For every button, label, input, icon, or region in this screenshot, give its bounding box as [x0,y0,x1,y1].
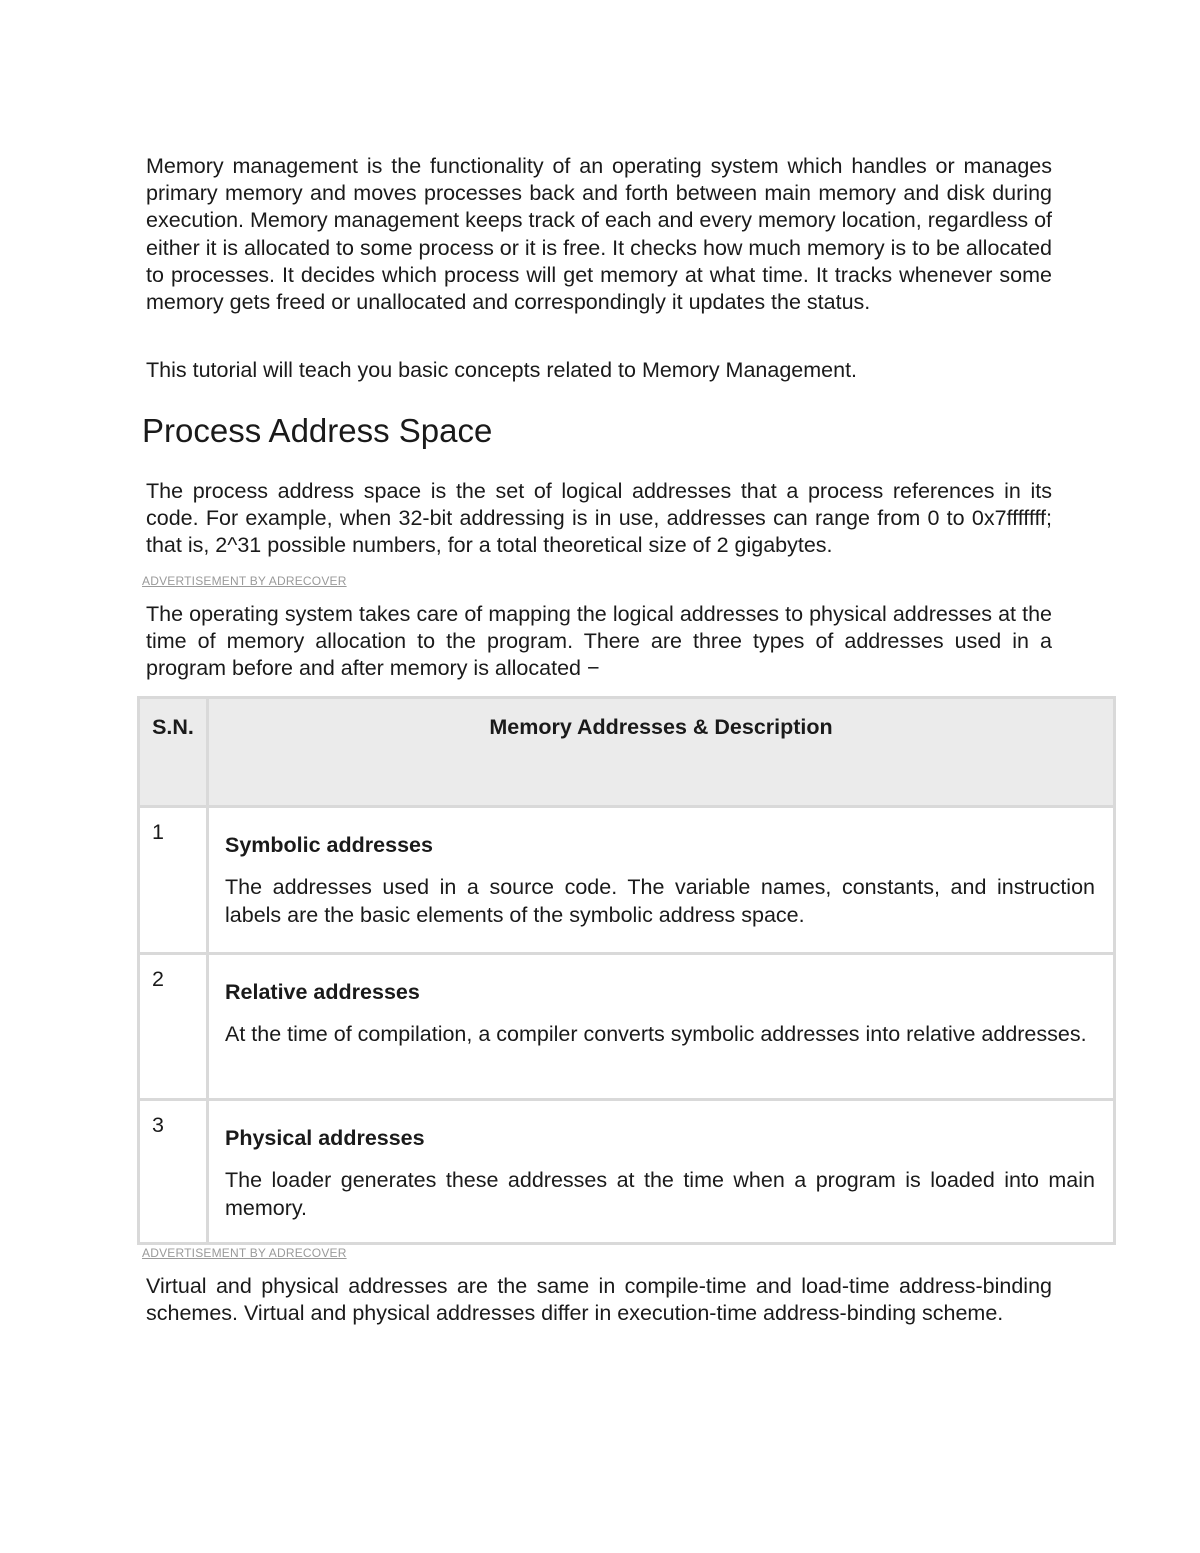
memory-addresses-table [137,696,1116,1245]
address-space-paragraph: The process address space is the set of logical addresses that a process references in its code. For example, when 32-bit addressing is in use, addresses can range from 0 to 0x7fffffff; that is, 2^31 possible numbers, for a total theoretical size of 2 gigabytes. [146,479,1052,558]
binding-paragraph: Virtual and physical addresses are the same in compile-time and load-time address-binding schemes. Virtual and physical addresses differ in execution-time address-binding scheme. [146,1274,1052,1326]
column-divider [206,699,209,1242]
advertisement-link[interactable]: ADVERTISEMENT BY ADRECOVER [142,574,347,588]
row-description: At the time of compilation, a compiler converts symbolic addresses into relative addresses. [225,1022,1087,1046]
row-description: The loader generates these addresses at the time when a program is loaded into main memory. [225,1168,1095,1220]
section-heading: Process Address Space [142,412,493,449]
advertisement-link[interactable]: ADVERTISEMENT BY ADRECOVER [142,1246,347,1260]
description-column-header: Memory Addresses & Description [489,715,833,739]
os-mapping-paragraph: The operating system takes care of mapping the logical addresses to physical addresses at the time of memory allocation to the program. There are three types of addresses used in a program before and after memory is allocated − [146,602,1052,681]
row-description: The addresses used in a source code. The variable names, constants, and instruction labels are the basic elements of the symbolic address space. [225,875,1095,927]
row-title: Symbolic addresses [225,833,433,857]
row-number: 1 [152,820,164,844]
row-number: 2 [152,967,164,991]
row-number: 3 [152,1113,164,1137]
row-title: Physical addresses [225,1126,425,1150]
table-row [140,1098,1113,1242]
intro-paragraph: Memory management is the functionality of an operating system which handles or manages primary memory and moves processes back and forth between main memory and disk during execution. Memory management keeps track of each and every memory location, regardless of either it is allocated to some process or it is free. It checks how much memory is to be allocated to processes. It decides which process will get memory at what time. It tracks whenever some memory gets freed or unallocated and correspondingly it updates the status. [146,154,1052,315]
table-header-row [140,699,1113,805]
table-row [140,952,1113,1098]
tutorial-paragraph: This tutorial will teach you basic concepts related to Memory Management. [146,358,858,382]
row-title: Relative addresses [225,980,420,1004]
table-row [140,805,1113,952]
sn-column-header: S.N. [152,715,194,739]
